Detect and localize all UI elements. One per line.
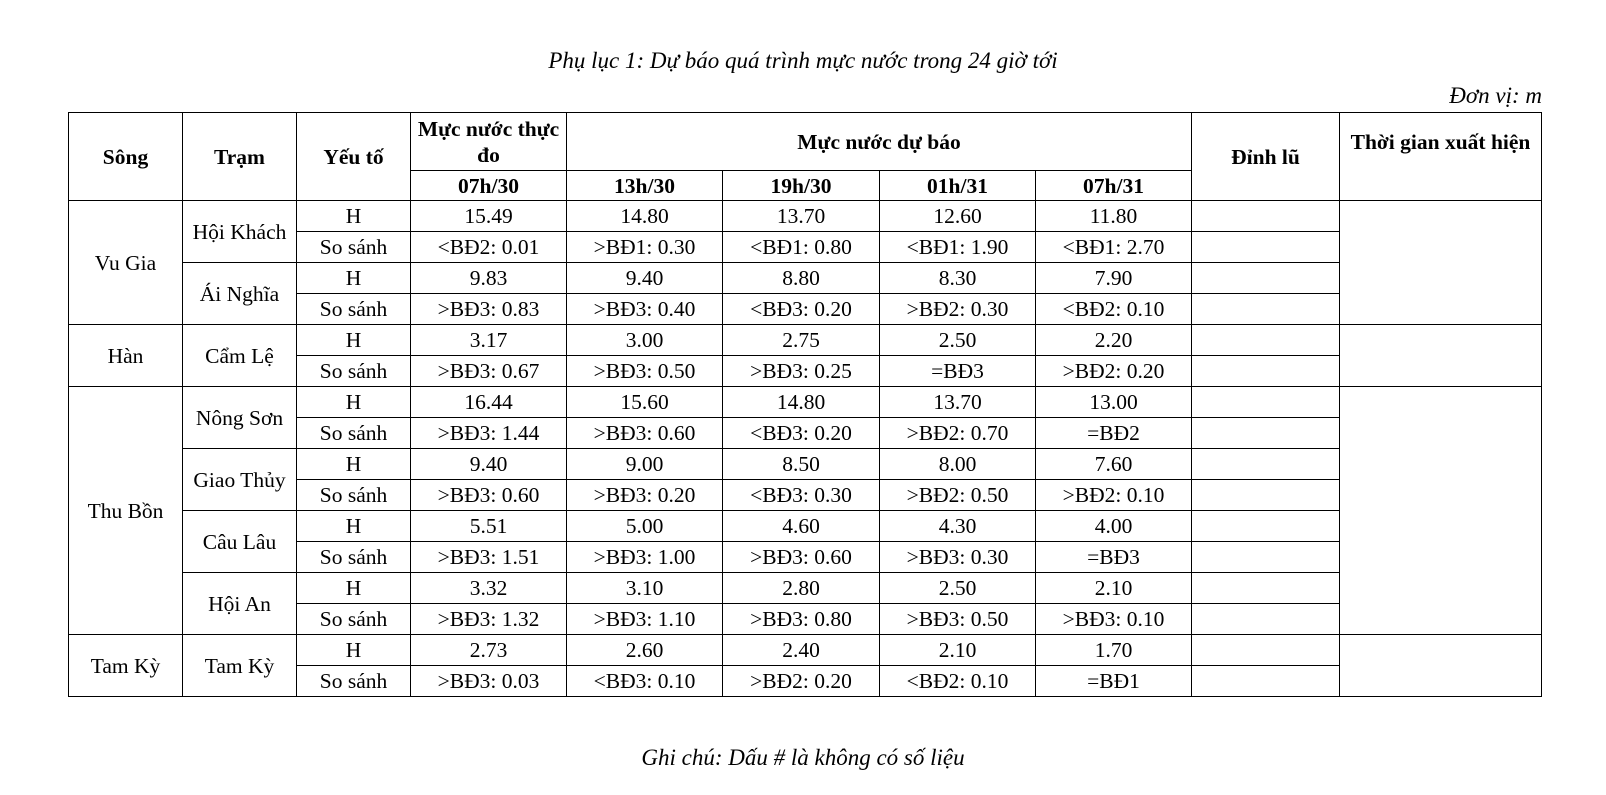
value-cell: 8.80 [723,263,880,294]
value-cell: 2.75 [723,325,880,356]
value-cell: >BĐ2: 0.50 [880,480,1036,511]
element-cell: So sánh [297,418,411,449]
value-cell: 4.00 [1036,511,1192,542]
element-cell: So sánh [297,480,411,511]
table-row [69,449,1542,480]
peak-cell [1192,263,1340,294]
value-cell: 5.51 [411,511,567,542]
value-cell: >BĐ3: 0.60 [723,542,880,573]
value-cell: >BĐ3: 0.50 [567,356,723,387]
value-cell: 8.30 [880,263,1036,294]
value-cell: =BĐ3 [880,356,1036,387]
peak-cell [1192,604,1340,635]
element-cell: So sánh [297,542,411,573]
value-cell: 13.00 [1036,387,1192,418]
appearance-time-cell [1340,325,1542,387]
table-row [69,201,1542,232]
value-cell: <BĐ2: 0.01 [411,232,567,263]
value-cell: >BĐ3: 0.50 [880,604,1036,635]
value-cell: >BĐ3: 1.10 [567,604,723,635]
element-cell: So sánh [297,604,411,635]
value-cell: <BĐ1: 1.90 [880,232,1036,263]
value-cell: >BĐ3: 0.80 [723,604,880,635]
value-cell: 3.32 [411,573,567,604]
value-cell: 15.49 [411,201,567,232]
element-cell: H [297,387,411,418]
river-cell: Tam Kỳ [69,635,183,697]
value-cell: 2.10 [880,635,1036,666]
element-cell: H [297,201,411,232]
peak-cell [1192,356,1340,387]
peak-cell [1192,511,1340,542]
value-cell: >BĐ3: 0.03 [411,666,567,697]
value-cell: 13.70 [880,387,1036,418]
river-cell: Thu Bồn [69,387,183,635]
value-cell: 11.80 [1036,201,1192,232]
value-cell: 9.83 [411,263,567,294]
appearance-time-cell [1340,201,1542,325]
value-cell: <BĐ2: 0.10 [1036,294,1192,325]
value-cell: 8.50 [723,449,880,480]
table-row [69,511,1542,542]
value-cell: >BĐ3: 0.40 [567,294,723,325]
value-cell: 3.00 [567,325,723,356]
header-observed: Mực nước thực đo [411,113,567,171]
peak-cell [1192,573,1340,604]
element-cell: So sánh [297,356,411,387]
station-cell: Ái Nghĩa [183,263,297,325]
value-cell: >BĐ3: 1.51 [411,542,567,573]
peak-cell [1192,480,1340,511]
table-row [69,573,1542,604]
value-cell: <BĐ1: 2.70 [1036,232,1192,263]
value-cell: >BĐ3: 0.60 [567,418,723,449]
table-body [69,201,1542,697]
header-element: Yếu tố [297,113,411,201]
value-cell: >BĐ3: 1.00 [567,542,723,573]
element-cell: H [297,449,411,480]
peak-cell [1192,294,1340,325]
value-cell: 2.50 [880,325,1036,356]
value-cell: 2.40 [723,635,880,666]
value-cell: >BĐ3: 1.32 [411,604,567,635]
value-cell: 2.73 [411,635,567,666]
value-cell: 15.60 [567,387,723,418]
water-level-forecast-table [68,112,1542,697]
element-cell: So sánh [297,666,411,697]
value-cell: >BĐ3: 0.25 [723,356,880,387]
value-cell: >BĐ2: 0.30 [880,294,1036,325]
header-forecast: Mực nước dự báo [567,113,1192,171]
station-cell: Hội Khách [183,201,297,263]
value-cell: =BĐ1 [1036,666,1192,697]
header-station: Trạm [183,113,297,201]
value-cell: >BĐ3: 1.44 [411,418,567,449]
element-cell: H [297,573,411,604]
peak-cell [1192,449,1340,480]
value-cell: 9.40 [567,263,723,294]
value-cell: 2.80 [723,573,880,604]
element-cell: H [297,325,411,356]
value-cell: 1.70 [1036,635,1192,666]
header-appearance-time: Thời gian xuất hiện [1340,113,1542,201]
value-cell: 3.10 [567,573,723,604]
value-cell: >BĐ2: 0.20 [723,666,880,697]
table-row [69,263,1542,294]
value-cell: >BĐ3: 0.83 [411,294,567,325]
peak-cell [1192,418,1340,449]
value-cell: 13.70 [723,201,880,232]
value-cell: 7.60 [1036,449,1192,480]
peak-cell [1192,542,1340,573]
appendix-title: Phụ lục 1: Dự báo quá trình mực nước trong 24 giờ tới [548,48,1058,73]
peak-cell [1192,387,1340,418]
river-cell: Vu Gia [69,201,183,325]
value-cell: 9.40 [411,449,567,480]
peak-cell [1192,201,1340,232]
value-cell: 9.00 [567,449,723,480]
station-cell: Hội An [183,573,297,635]
peak-cell [1192,232,1340,263]
appearance-time-cell [1340,635,1542,697]
station-cell: Giao Thủy [183,449,297,511]
river-cell: Hàn [69,325,183,387]
header-river: Sông [69,113,183,201]
value-cell: >BĐ3: 0.30 [880,542,1036,573]
table-row [69,387,1542,418]
value-cell: 4.60 [723,511,880,542]
value-cell: 14.80 [567,201,723,232]
element-cell: H [297,263,411,294]
station-cell: Tam Kỳ [183,635,297,697]
peak-cell [1192,666,1340,697]
value-cell: 14.80 [723,387,880,418]
value-cell: <BĐ3: 0.20 [723,418,880,449]
footnote: Ghi chú: Dấu # là không có số liệu [641,745,965,770]
value-cell: 7.90 [1036,263,1192,294]
value-cell: >BĐ1: 0.30 [567,232,723,263]
value-cell: 2.50 [880,573,1036,604]
table-row [69,325,1542,356]
value-cell: >BĐ3: 0.20 [567,480,723,511]
station-cell: Cẩm Lệ [183,325,297,387]
value-cell: 2.60 [567,635,723,666]
header-time: 01h/31 [880,171,1036,201]
value-cell: >BĐ2: 0.70 [880,418,1036,449]
value-cell: 3.17 [411,325,567,356]
value-cell: <BĐ3: 0.30 [723,480,880,511]
header-time: 19h/30 [723,171,880,201]
value-cell: =BĐ2 [1036,418,1192,449]
value-cell: 16.44 [411,387,567,418]
unit-label: Đơn vị: m [1449,83,1542,108]
value-cell: >BĐ2: 0.10 [1036,480,1192,511]
peak-cell [1192,635,1340,666]
element-cell: So sánh [297,232,411,263]
header-time: 13h/30 [567,171,723,201]
value-cell: 8.00 [880,449,1036,480]
appearance-time-cell [1340,387,1542,635]
value-cell: 5.00 [567,511,723,542]
value-cell: <BĐ2: 0.10 [880,666,1036,697]
value-cell: 2.20 [1036,325,1192,356]
value-cell: 12.60 [880,201,1036,232]
element-cell: H [297,635,411,666]
peak-cell [1192,325,1340,356]
value-cell: >BĐ2: 0.20 [1036,356,1192,387]
element-cell: H [297,511,411,542]
value-cell: 4.30 [880,511,1036,542]
header-peak: Đỉnh lũ [1192,113,1340,201]
header-time: 07h/30 [411,171,567,201]
value-cell: <BĐ3: 0.20 [723,294,880,325]
value-cell: >BĐ3: 0.10 [1036,604,1192,635]
value-cell: >BĐ3: 0.67 [411,356,567,387]
station-cell: Nông Sơn [183,387,297,449]
value-cell: 2.10 [1036,573,1192,604]
value-cell: =BĐ3 [1036,542,1192,573]
header-time: 07h/31 [1036,171,1192,201]
value-cell: <BĐ1: 0.80 [723,232,880,263]
table-row [69,635,1542,666]
value-cell: <BĐ3: 0.10 [567,666,723,697]
value-cell: >BĐ3: 0.60 [411,480,567,511]
station-cell: Câu Lâu [183,511,297,573]
element-cell: So sánh [297,294,411,325]
